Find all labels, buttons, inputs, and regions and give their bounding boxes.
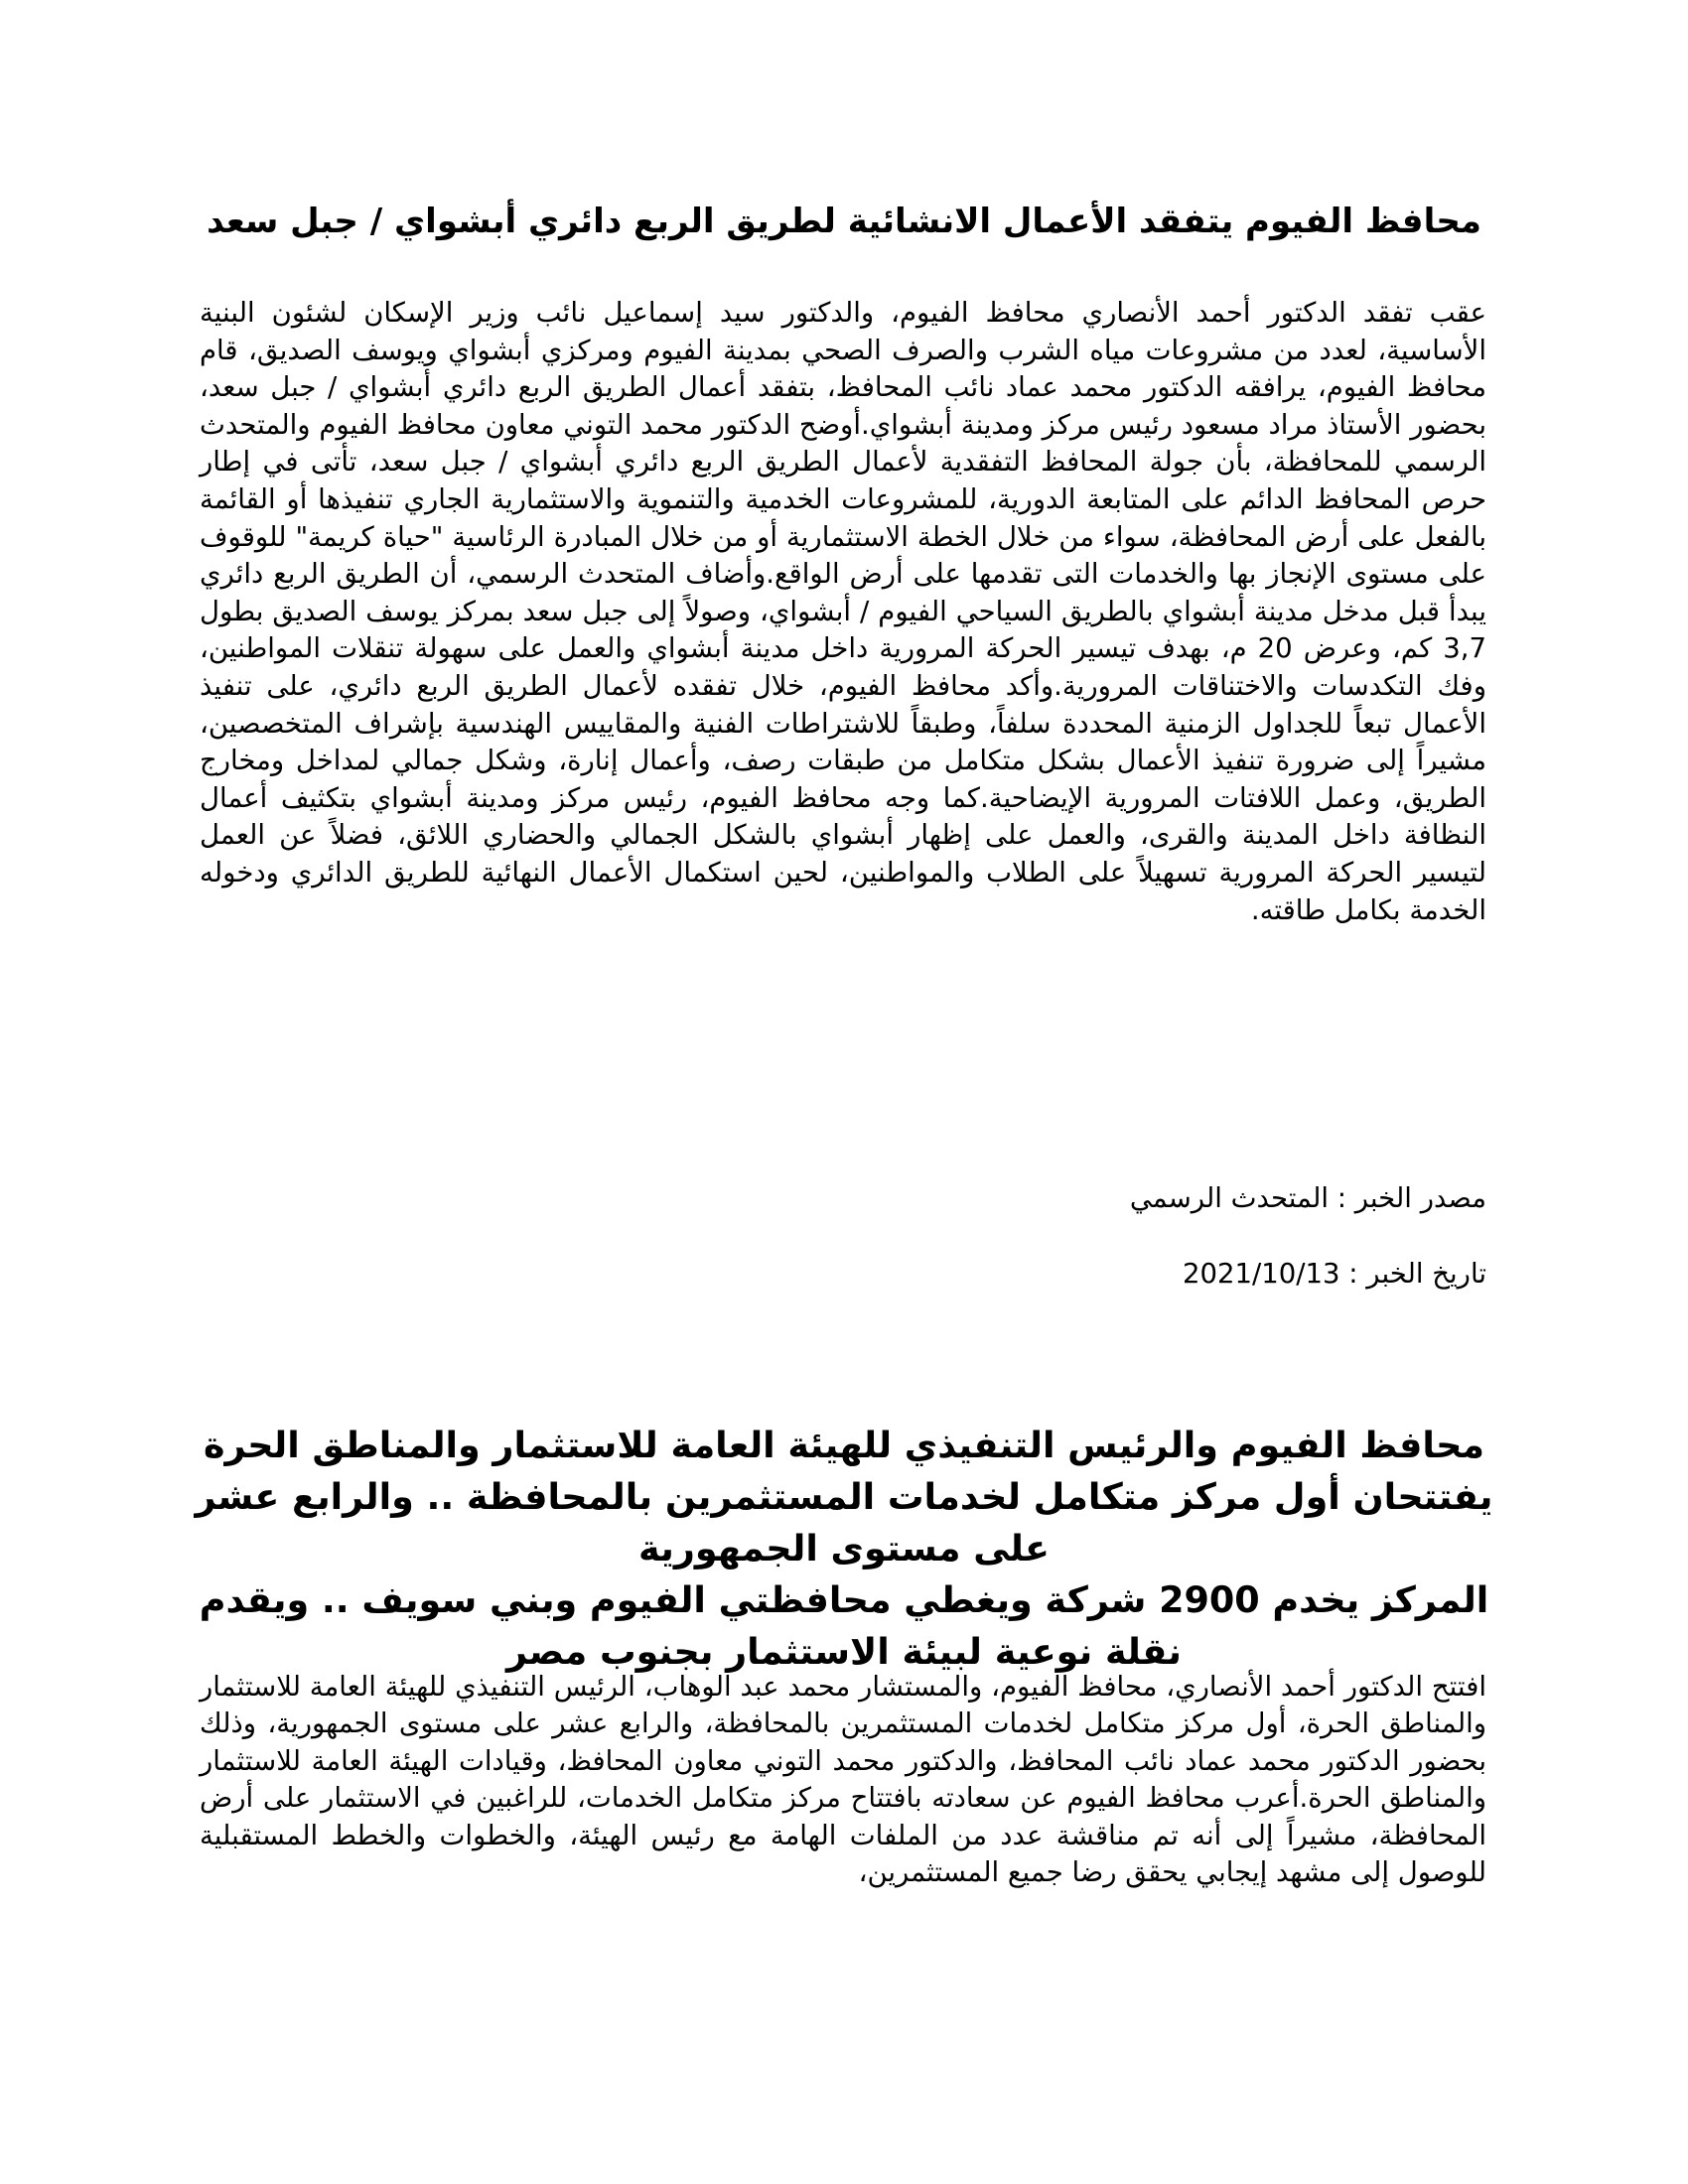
- news-date: تاريخ الخبر : 2021/10/13: [1183, 1258, 1486, 1290]
- news-source: مصدر الخبر : المتحدث الرسمي: [1129, 1182, 1486, 1214]
- second-article-body: افتتح الدكتور أحمد الأنصاري، محافظ الفيوم، والمستشار محمد عبد الوهاب، الرئيس التنفيذي للهيئة العامة للاستثمار والمناطق الحرة، أول مركز متكامل لخدمات المستثمرين بالمحافظة، والرابع عشر على مستوى الجمهورية، وذلك بحضور الدكتور محمد عماد نائب المحافظ، والدكتور محمد التوني معاون المحافظ، وقيادات الهيئة العامة للاستثمار والمناطق الحرة.أعرب محافظ الفيوم عن سعادته بافتتاح مركز متكامل الخدمات، للراغبين في الاستثمار على أرض المحافظة، مشيراً إلى أنه تم مناقشة عدد من الملفات الهامة مع رئيس الهيئة، والخطوات والخطط المستقبلية للوصول إلى مشهد إيجابي يحقق رضا جميع المستثمرين،: [200, 1671, 1486, 1889]
- article-title: محافظ الفيوم يتفقد الأعمال الانشائية لطريق الربع دائري أبشواي / جبل سعد: [207, 202, 1481, 241]
- article-body: عقب تفقد الدكتور أحمد الأنصاري محافظ الفيوم، والدكتور سيد إسماعيل نائب وزير الإسكان لشئون البنية الأساسية، لعدد من مشروعات مياه الشرب والصرف الصحي بمدينة الفيوم ومركزي أبشواي ويوسف الصديق، قام محافظ الفيوم، يرافقه الدكتور محمد عماد نائب المحافظ، بتفقد أعمال الطريق الربع دائري أبشواي / جبل سعد، بحضور الأستاذ مراد مسعود رئيس مركز ومدينة أبشواي.أوضح الدكتور محمد التوني معاون محافظ الفيوم والمتحدث الرسمي للمحافظة، بأن جولة المحافظ التفقدية لأعمال الطريق الربع دائري أبشواي / جبل سعد، تأتى في إطار حرص المحافظ الدائم على المتابعة الدورية، للمشروعات الخدمية والتنموية والاستثمارية الجاري تنفيذها أو القائمة بالفعل على أرض المحافظة، سواء من خلال الخطة الاستثمارية أو من خلال المبادرة الرئاسية "حياة كريمة" للوقوف على مستوى الإنجاز بها والخدمات التى تقدمها على أرض الواقع.وأضاف المتحدث الرسمي، أن الطريق الربع دائري يبدأ قبل مدخل مدينة أبشواي بالطريق السياحي الفيوم / أبشواي، وصولاً إلى جبل سعد بمركز يوسف الصديق بطول 3,7 كم، وعرض 20 م، بهدف تيسير الحركة المرورية داخل مدينة أبشواي والعمل على سهولة تنقلات المواطنين، وفك التكدسات والاختناقات المرورية.وأكد محافظ الفيوم، خلال تفقده لأعمال الطريق الربع دائري، على تنفيذ الأعمال تبعاً للجداول الزمنية المحددة سلفاً، وطبقاً للاشتراطات الفنية والمقاييس الهندسية بإشراف المتخصصين، مشيراً إلى ضرورة تنفيذ الأعمال بشكل متكامل من طبقات رصف، وأعمال إنارة، وشكل جمالي لمداخل ومخارج الطريق، وعمل اللافتات المرورية الإيضاحية.كما وجه محافظ الفيوم، رئيس مركز ومدينة أبشواي بتكثيف أعمال النظافة داخل المدينة والقرى، والعمل على إظهار أبشواي بالشكل الجمالي والحضاري اللائق، فضلاً عن العمل لتيسير الحركة المرورية تسهيلاً على الطلاب والمواطنين، لحين استكمال الأعمال النهائية للطريق الدائري ودخوله الخدمة بكامل طاقته.: [200, 297, 1487, 926]
- second-article-title: محافظ الفيوم والرئيس التنفيذي للهيئة العامة للاستثمار والمناطق الحرة يفتتحان أول مركز متكامل لخدمات المستثمرين بالمحافظة .. والرابع عشر على مستوى الجمهورية المركز يخدم 2900 شركة ويغطي محافظتي الفيوم وبني سويف .. ويقدم نقلة نوعية لبيئة الاستثمار بجنوب مصر: [195, 1424, 1493, 1673]
